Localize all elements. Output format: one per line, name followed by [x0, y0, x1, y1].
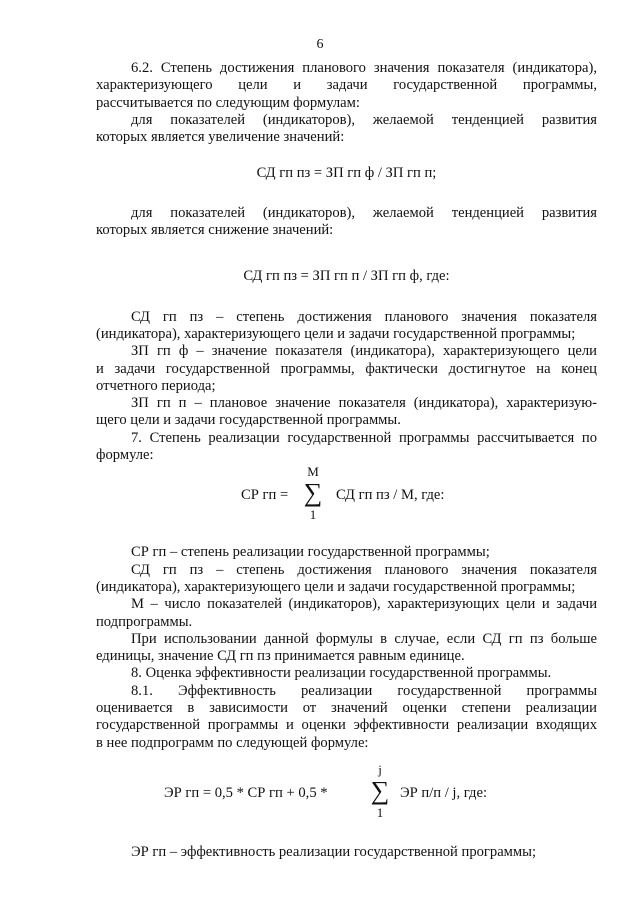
definition-zp-f-line: ЗП гп ф – значение показателя (индикатора), характеризующего цели — [131, 343, 597, 360]
decrease-case-line: которых является снижение значений: — [96, 222, 334, 239]
summation-sign — [301, 464, 325, 522]
formula-sr-lhs: СР гп = — [241, 487, 289, 504]
summation-sign — [368, 762, 392, 820]
paragraph-8: 8. Оценка эффективности реализации государственной программы. — [131, 665, 552, 682]
formula-decrease: СД гп пз = ЗП гп п / ЗП гп ф, где: — [243, 268, 450, 285]
definition-zp-f-line: и задачи государственной программы, фактически достигнутое на конец — [96, 360, 597, 377]
paragraph-6-2-line: характеризующего цели и задачи государственной программы, — [96, 77, 597, 94]
summation-upper-limit: j — [378, 761, 382, 777]
page-number: 6 — [316, 37, 324, 52]
sigma-symbol: ∑ — [303, 478, 323, 508]
paragraph-6-2-line: рассчитывается по следующим формулам: — [96, 94, 360, 111]
summation-lower-limit: 1 — [309, 507, 317, 523]
summation-upper-limit: М — [307, 464, 319, 480]
sigma-symbol: ∑ — [370, 775, 390, 805]
paragraph-7-line: формуле: — [96, 447, 154, 464]
formula-increase: СД гп пз = ЗП гп ф / ЗП гп п; — [256, 165, 437, 182]
definition-zp-p-line: ЗП гп п – плановое значение показателя (индикатора), характеризую- — [131, 395, 597, 412]
definition-zp-p-line: щего цели и задачи государственной программы. — [96, 412, 401, 429]
definition-sr-line: СР гп – степень реализации государственной программы; — [131, 544, 490, 561]
paragraph-6-2-line: 6.2. Степень достижения планового значения показателя (индикатора), — [131, 60, 597, 76]
formula-er — [96, 762, 597, 832]
paragraph-8-1-line: оценивается в зависимости от значений оценки степени реализации — [96, 700, 597, 717]
paragraph-8-1-line: государственной программы и оценки эффективности реализации входящих — [96, 717, 597, 734]
increase-case-line: которых является увеличение значений: — [96, 129, 345, 146]
paragraph-7-line: 7. Степень реализации государственной программы рассчитывается по — [131, 429, 597, 446]
definition-sd2-line: (индикатора), характеризующего цели и задачи государственной программы; — [96, 578, 576, 595]
definition-m-line: М – число показателей (индикаторов), характеризующих цели и задачи — [131, 596, 597, 613]
definition-er-line: ЭР гп – эффективность реализации государственной программы; — [131, 843, 536, 860]
formula-sr-rhs: СД гп пз / М, где: — [336, 487, 445, 504]
definition-zp-f-line: отчетного периода; — [96, 377, 216, 394]
formula-er-rhs: ЭР п/п / j, где: — [400, 784, 487, 801]
document-body — [96, 60, 597, 861]
note-line: При использовании данной формулы в случае, если СД гп пз больше — [131, 630, 597, 647]
paragraph-8-1-line: 8.1. Эффективность реализации государственной программы — [131, 682, 597, 699]
definition-sd-line: СД гп пз – степень достижения планового значения показателя — [131, 308, 597, 325]
definition-m-line: подпрограммы. — [96, 613, 193, 630]
paragraph-8-1-line: в нее подпрограмм по следующей формуле: — [96, 734, 369, 751]
definition-sd2-line: СД гп пз – степень достижения планового значения показателя — [131, 561, 597, 578]
decrease-case-line: для показателей (индикаторов), желаемой тенденцией развития — [131, 204, 597, 221]
formula-er-lhs: ЭР гп = 0,5 * СР гп + 0,5 * — [164, 784, 328, 801]
definition-sd-line: (индикатора), характеризующего цели и задачи государственной программы; — [96, 325, 576, 342]
increase-case-line: для показателей (индикаторов), желаемой тенденцией развития — [131, 111, 597, 128]
formula-sr — [96, 464, 597, 534]
summation-lower-limit: 1 — [376, 804, 384, 820]
note-line: единицы, значение СД гп пз принимается равным единице. — [96, 648, 465, 665]
